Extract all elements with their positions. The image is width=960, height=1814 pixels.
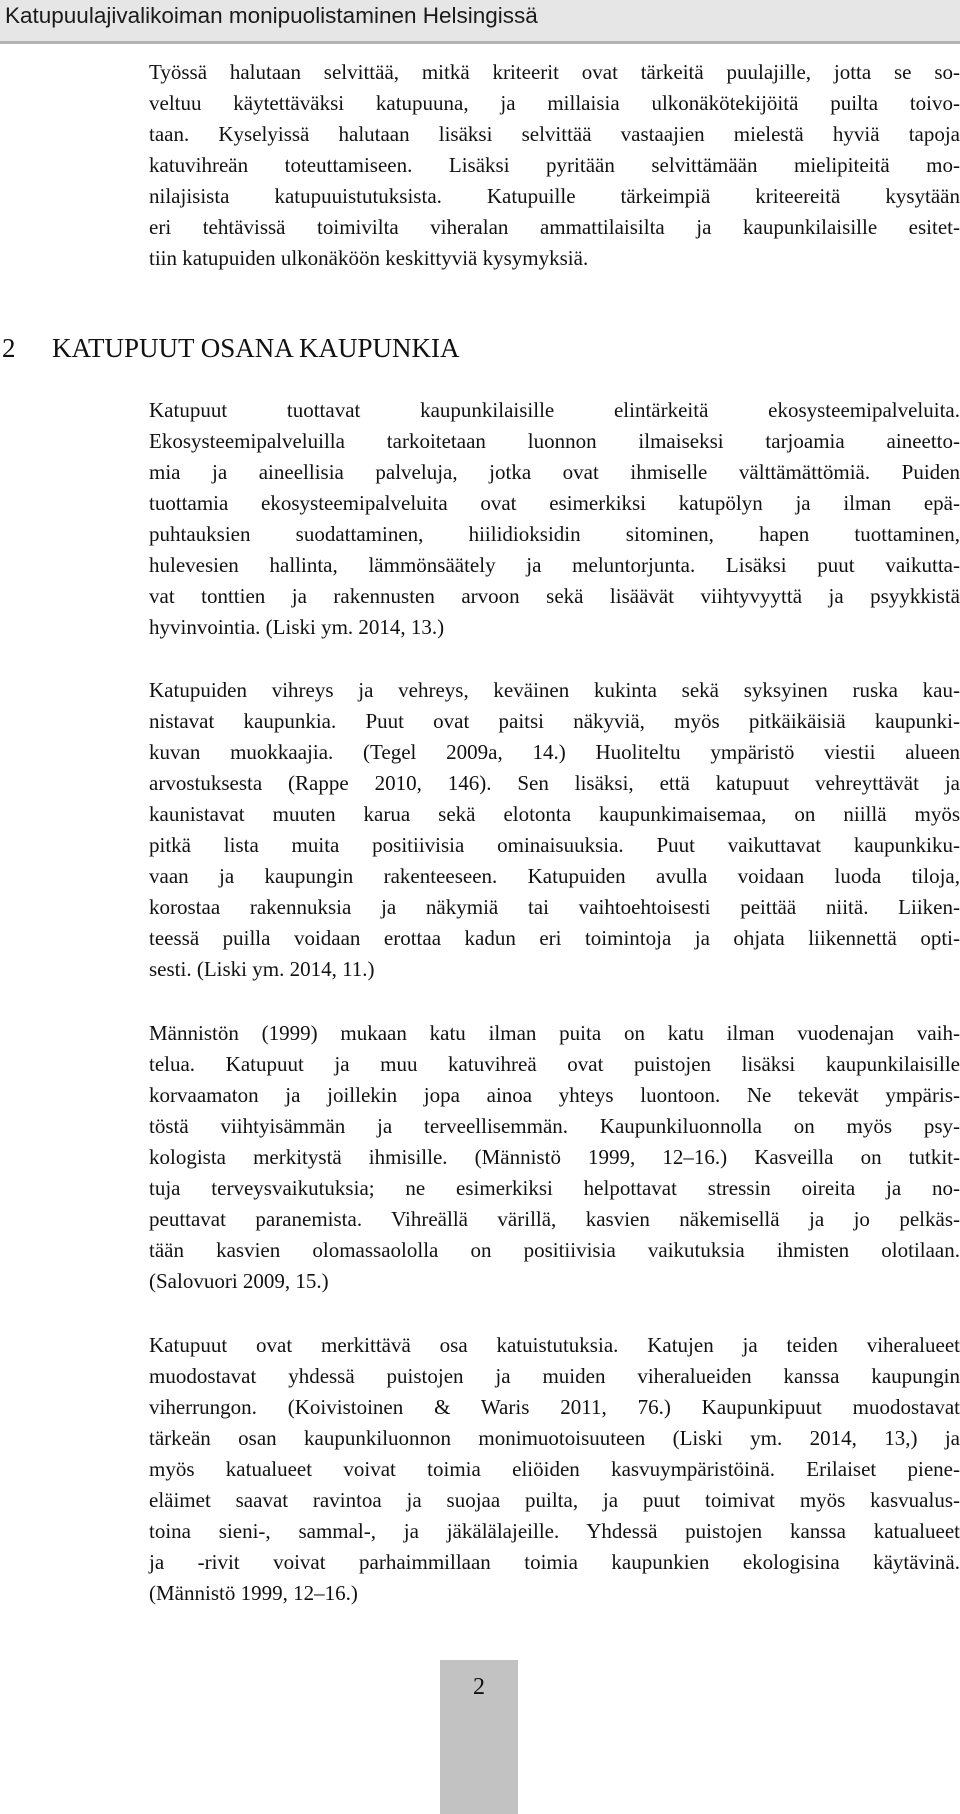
paragraph-line: eläimet saavat ravintoa ja suojaa puilta, ja puut toimivat myös kasvualus- <box>149 1488 960 1512</box>
paragraph-line: tiin katupuiden ulkonäköön keskittyviä kysymyksiä. <box>149 246 589 270</box>
paragraph-line: Ekosysteemipalveluilla tarkoitetaan luonnon ilmaiseksi tarjoamia aineetto- <box>149 429 960 453</box>
ecology-paragraph <box>149 1330 960 1609</box>
paragraph-line: Katupuut tuottavat kaupunkilaisille elintärkeitä ekosysteemipalveluita. <box>149 398 960 422</box>
paragraph-line: muodostavat yhdessä puistojen ja muiden viheralueiden kanssa kaupungin <box>149 1364 960 1388</box>
paragraph-line: (Männistö 1999, 12–16.) <box>149 1581 358 1605</box>
paragraph-line: tärkeän osan kaupunkiluonnon monimuotoisuuteen (Liski ym. 2014, 13,) ja <box>149 1426 960 1450</box>
paragraph-line: eri tehtävissä toimivilta viheralan ammattilaisilta ja kaupunkilaisille esitet- <box>149 215 960 239</box>
paragraph-line: kaunistavat muuten karua sekä elotonta kaupunkimaisemaa, on niillä myös <box>149 802 960 826</box>
paragraph-line: vaan ja kaupungin rakenteeseen. Katupuiden avulla voidaan luoda tiloja, <box>149 864 960 888</box>
paragraph-line: veltuu käytettäväksi katupuuna, ja millaisia ulkonäkötekijöitä puilta toivo- <box>149 91 960 115</box>
section-number: 2 <box>2 333 16 363</box>
paragraph-line: (Salovuori 2009, 15.) <box>149 1269 329 1293</box>
paragraph-line: kologista merkitystä ihmisille. (Männistö 1999, 12–16.) Kasveilla on tutkit- <box>149 1145 960 1169</box>
paragraph-line: Katupuut ovat merkittävä osa katuistutuksia. Katujen ja teiden viheralueet <box>149 1333 960 1357</box>
paragraph-line: arvostuksesta (Rappe 2010, 146). Sen lisäksi, että katupuut vehreyttävät ja <box>149 771 960 795</box>
cityscape-paragraph <box>149 675 960 985</box>
page-number-box <box>440 1660 518 1814</box>
ecosystem-services-paragraph <box>149 395 960 643</box>
paragraph-line: puhtauksien suodattaminen, hiilidioksidin sitominen, hapen tuottaminen, <box>149 522 960 546</box>
paragraph-line: teessä puilla voidaan erottaa kadun eri toimintoja ja ohjata liikennettä opti- <box>149 926 960 950</box>
running-header <box>0 0 960 44</box>
paragraph-line: katuvihreän toteuttamiseen. Lisäksi pyritään selvittämään mielipiteitä mo- <box>149 153 960 177</box>
paragraph-line: nistavat kaupunkia. Puut ovat paitsi näkyviä, myös pitkäikäisiä kaupunki- <box>149 709 960 733</box>
paragraph-line: hulevesien hallinta, lämmönsäätely ja meluntorjunta. Lisäksi puut vaikutta- <box>149 553 960 577</box>
paragraph-line: telua. Katupuut ja muu katuvihreä ovat puistojen lisäksi kaupunkilaisille <box>149 1052 960 1076</box>
paragraph-line: hyvinvointia. (Liski ym. 2014, 13.) <box>149 615 445 639</box>
paragraph-line: sesti. (Liski ym. 2014, 11.) <box>149 957 375 981</box>
paragraph-line: toina sieni-, sammal-, ja jäkälälajeille. Yhdessä puistojen kanssa katualueet <box>149 1519 960 1543</box>
paragraph-line: kuvan muokkaajia. (Tegel 2009a, 14.) Huoliteltu ympäristö viestii alueen <box>149 740 960 764</box>
paragraph-line: tuottamia ekosysteemipalveluita ovat esimerkiksi katupölyn ja ilman epä- <box>149 491 960 515</box>
paragraph-line: nilajisista katupuuistutuksista. Katupuille tärkeimpiä kriteereitä kysytään <box>149 184 960 208</box>
paragraph-line: myös katualueet voivat toimia eliöiden kasvuympäristöinä. Erilaiset piene- <box>149 1457 960 1481</box>
paragraph-line: Katupuiden vihreys ja vehreys, keväinen kukinta sekä syksyinen ruska kau- <box>149 678 960 702</box>
paragraph-line: Työssä halutaan selvittää, mitkä kriteerit ovat tärkeitä puulajille, jotta se so- <box>149 60 960 84</box>
paragraph-line: ja -rivit voivat parhaimmillaan toimia kaupunkien ekologisina käytävinä. <box>149 1550 960 1574</box>
paragraph-line: tuja terveysvaikutuksia; ne esimerkiksi helpottavat stressin oireita ja no- <box>149 1176 960 1200</box>
wellbeing-paragraph <box>149 1018 960 1297</box>
section-heading <box>0 328 960 368</box>
paragraph-line: korvaamaton ja joillekin jopa ainoa yhteys luontoon. Ne tekevät ympäris- <box>149 1083 960 1107</box>
paragraph-line: töstä viihtyisämmän ja terveellisemmän. Kaupunkiluonnolla on myös psy- <box>149 1114 960 1138</box>
intro-paragraph <box>149 57 960 274</box>
paragraph-line: Männistön (1999) mukaan katu ilman puita on katu ilman vuodenajan vaih- <box>149 1021 960 1045</box>
paragraph-line: mia ja aineellisia palveluja, jotka ovat ihmiselle välttämättömiä. Puiden <box>149 460 960 484</box>
paragraph-line: pitkä lista muita positiivisia ominaisuuksia. Puut vaikuttavat kaupunkiku- <box>149 833 960 857</box>
paragraph-line: tään kasvien olomassaololla on positiivisia vaikutuksia ihmisten olotilaan. <box>149 1238 960 1262</box>
paragraph-line: vat tonttien ja rakennusten arvoon sekä lisäävät viihtyvyyttä ja psyykkistä <box>149 584 960 608</box>
page-number: 2 <box>473 1674 485 1700</box>
section-title: KATUPUUT OSANA KAUPUNKIA <box>52 333 460 363</box>
paragraph-line: taan. Kyselyissä halutaan lisäksi selvittää vastaajien mielestä hyviä tapoja <box>149 122 960 146</box>
paragraph-line: peuttavat paranemista. Vihreällä värillä, kasvien näkemisellä ja jo pelkäs- <box>149 1207 960 1231</box>
paragraph-line: viherrungon. (Koivistoinen & Waris 2011, 76.) Kaupunkipuut muodostavat <box>149 1395 960 1419</box>
running-header-title: Katupuulajivalikoiman monipuolistaminen Helsingissä <box>5 3 538 28</box>
paragraph-line: korostaa rakennuksia ja näkymiä tai vaihtoehtoisesti peittää niitä. Liiken- <box>149 895 960 919</box>
